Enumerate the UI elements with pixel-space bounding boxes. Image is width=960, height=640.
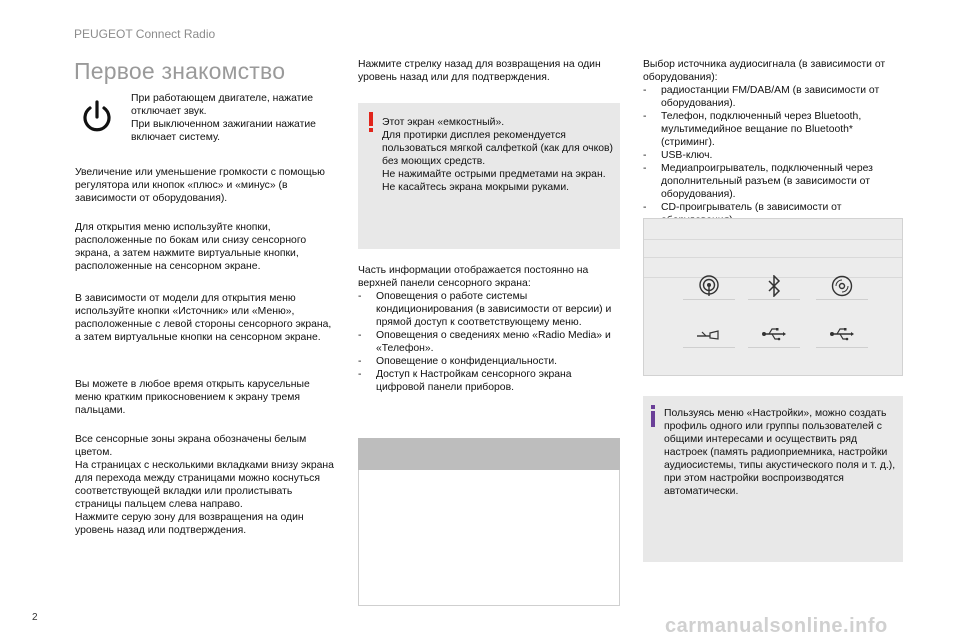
- paragraph-audio-source: Выбор источника аудиосигнала (в зависимости от оборудования):: [643, 59, 886, 83]
- top-panel-list: [358, 290, 620, 394]
- page-title: Первое знакомство: [74, 58, 286, 84]
- paragraph-model: В зависимости от модели для открытия меню используйте кнопки «Источник» или «Меню», расположенные с левой стороны сенсорного экрана, а затем виртуальные кнопки на сенсорном экране.: [75, 293, 332, 343]
- document-header: PEUGEOT Connect Radio: [74, 27, 216, 41]
- bluetooth-icon: [759, 271, 789, 301]
- list-item: - Телефон, подключенный через Bluetooth, мультимедийное вещание по Bluetooth* (стриминг).: [643, 110, 905, 149]
- paragraph-back-arrow: Нажмите стрелку назад для возвращения на один уровень назад или для подтверждения.: [358, 59, 601, 83]
- paragraph-menu: Для открытия меню используйте кнопки, расположенные по бокам или снизу сенсорного экрана, а затем нажмите виртуальные кнопки, расположенные на сенсорном экране.: [75, 222, 307, 272]
- radio-icon: [694, 271, 724, 301]
- power-icon: [80, 99, 114, 135]
- paragraph-touch-zones: Все сенсорные зоны экрана обозначены белым цветом. На страницах с несколькими вкладками внизу экрана для перехода между страницами можно коснуться соответствующей вкладки или пролистывать страницы пальцем слева направо. Нажмите серую зону для возвращения на один уровень назад или подтверждения.: [75, 434, 334, 536]
- warning-icon: [368, 112, 374, 132]
- list-item: - Медиапроигрыватель, подключенный через дополнительный разъем (в зависимости от оборудования).: [643, 162, 905, 201]
- info-text: Пользуясь меню «Настройки», можно создать профиль одного или группы пользователей с общими интересами и осуществить ряд настроек (память радиоприемника, настройки аудиосистемы, типы акустического поля и т. д.), при этом настройки воспроизводятся автоматически.: [664, 408, 896, 497]
- list-item: - Оповещение о конфиденциальности.: [358, 355, 620, 368]
- usb-icon: [759, 319, 789, 349]
- paragraph-volume: Увеличение или уменьшение громкости с помощью регулятора или кнопок «плюс» и «минус» (в зависимости от оборудования).: [75, 167, 325, 204]
- power-description: При работающем двигателе, нажатие отключает звук. При выключенном зажигании нажатие включает систему.: [131, 93, 316, 143]
- paragraph-top-panel: Часть информации отображается постоянно на верхней панели сенсорного экрана:: [358, 265, 589, 289]
- list-item: - Доступ к Настройкам сенсорного экрана цифровой панели приборов.: [358, 368, 620, 394]
- audio-source-list: [643, 84, 905, 227]
- list-item: - Оповещения о работе системы кондиционирования (в зависимости от версии) и прямой доступ к соответствующему меню.: [358, 290, 620, 329]
- info-icon: [650, 405, 656, 427]
- warning-text: Этот экран «емкостный». Для протирки дисплея рекомендуется пользоваться мягкой салфеткой (как для очков) без моющих средств. Не нажимайте острыми предметами на экран. Не касайтесь экрана мокрыми руками.: [382, 117, 613, 193]
- source-screen-illustration: [643, 218, 903, 376]
- list-item: - Оповещения о сведениях меню «Radio Media» и «Телефон».: [358, 329, 620, 355]
- screen-illustration-grey-bar: [358, 438, 620, 470]
- list-item: - USB-ключ.: [643, 149, 905, 162]
- page-number: 2: [32, 612, 38, 623]
- watermark: carmanualsonline.info: [665, 615, 888, 637]
- paragraph-carousel: Вы можете в любое время открыть карусельные меню кратким прикосновением к экрану тремя пальцами.: [75, 379, 310, 416]
- list-item: - CD-проигрыватель (в зависимости от: [643, 201, 905, 227]
- cd-icon: [827, 271, 857, 301]
- aux-jack-icon: [694, 319, 724, 349]
- usb-icon: [827, 319, 857, 349]
- list-item: - радиостанции FM/DAB/AM (в зависимости от оборудования).: [643, 84, 905, 110]
